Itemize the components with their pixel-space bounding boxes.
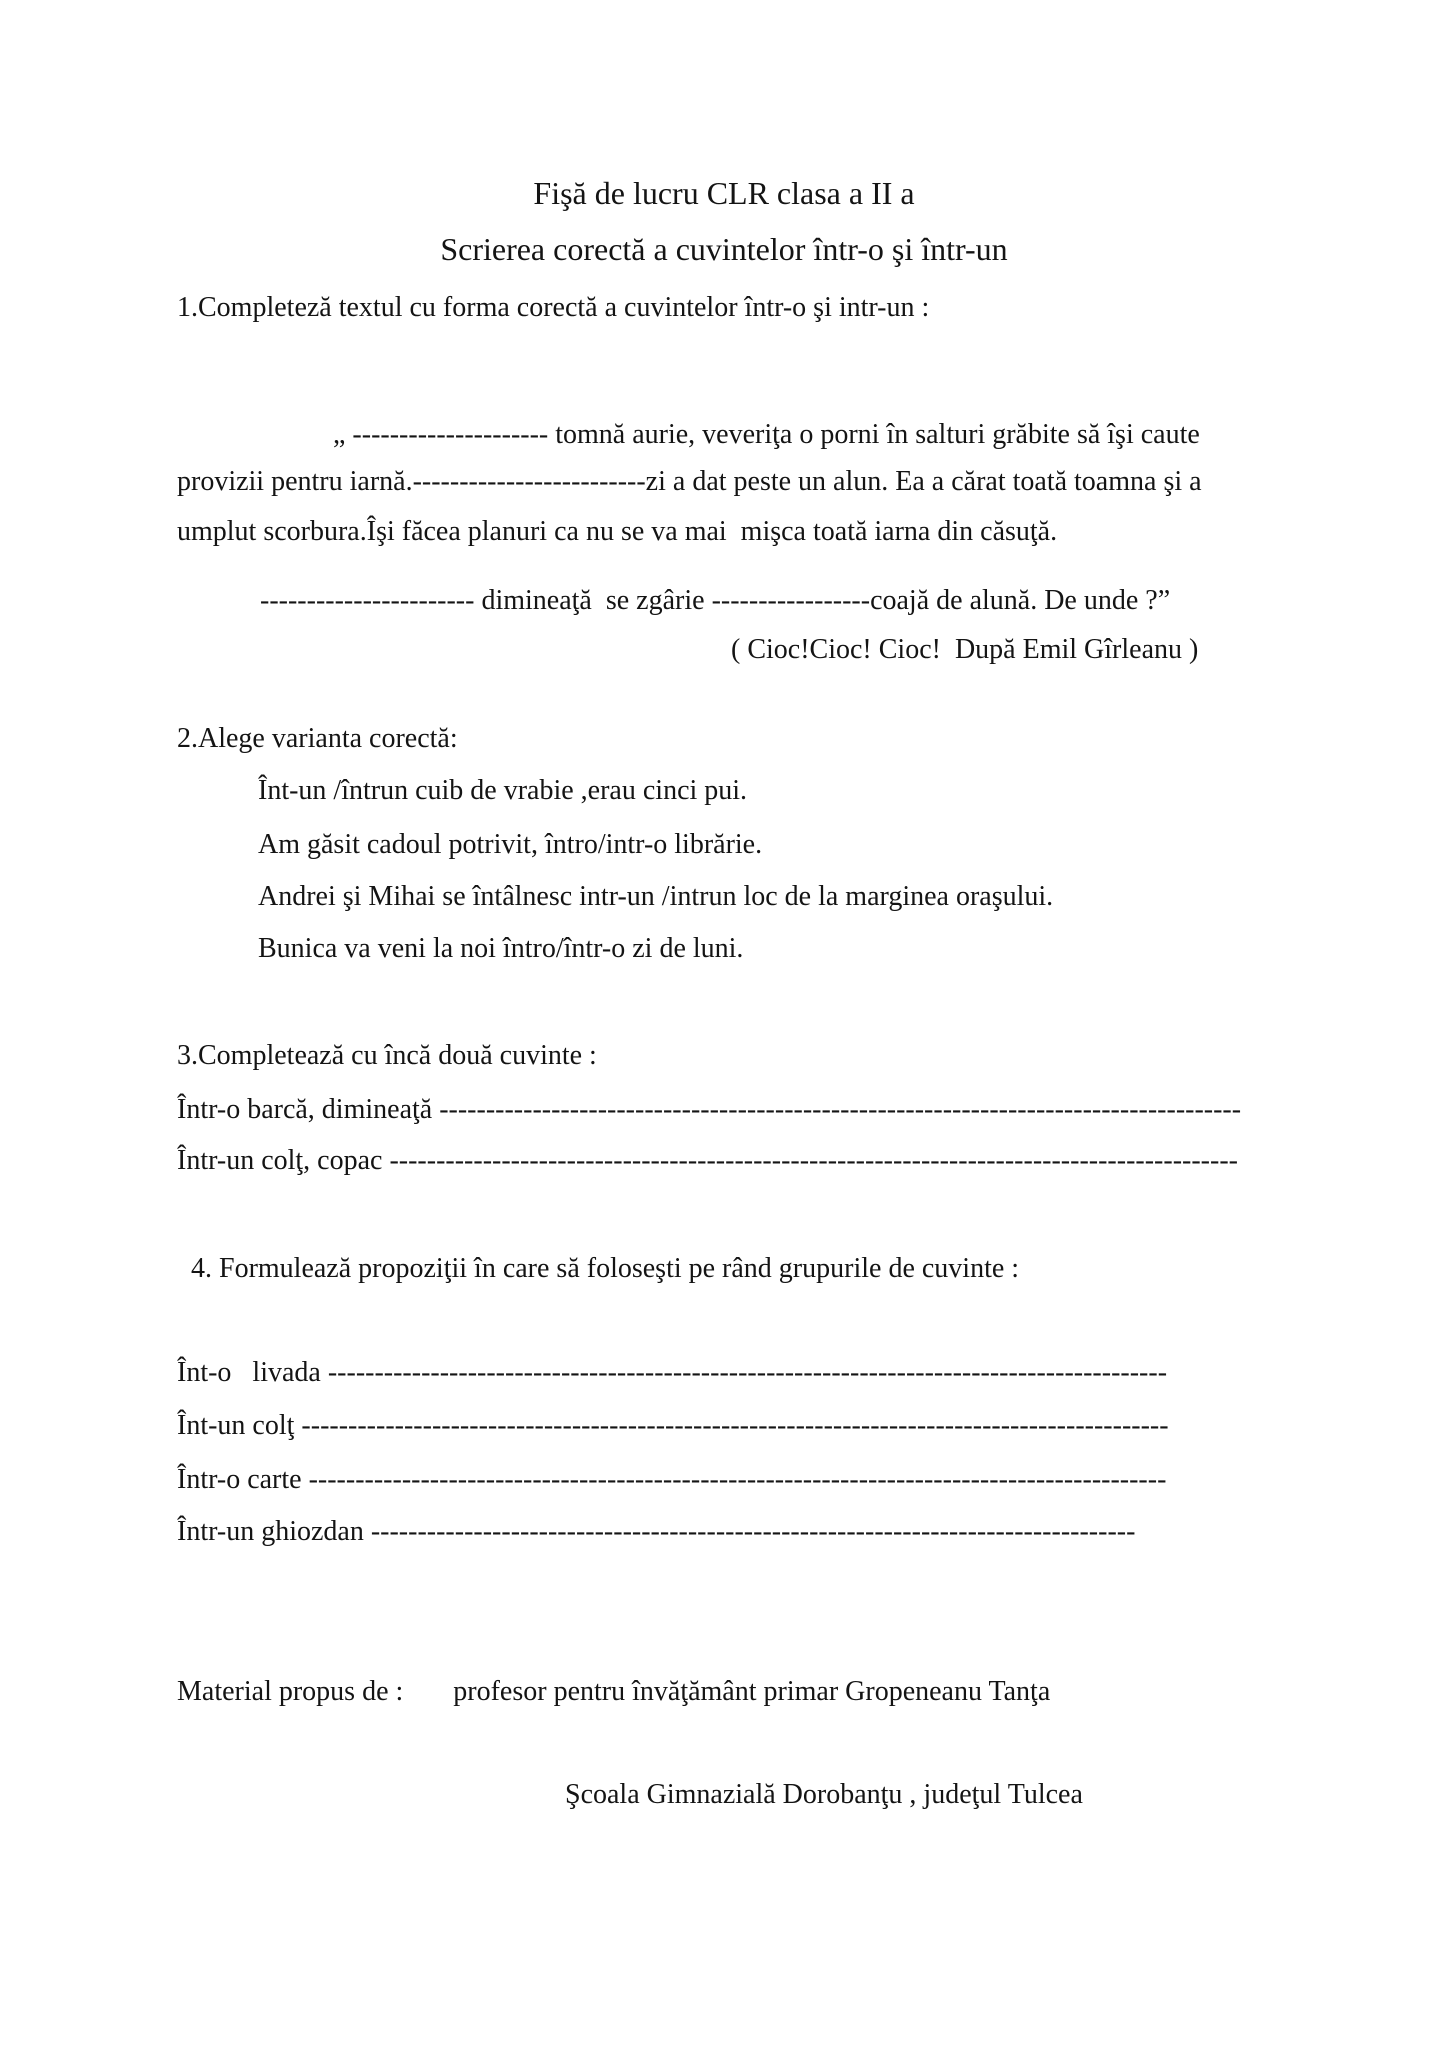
exercise1-source-credit: ( Cioc!Cioc! Cioc! După Emil Gîrleanu ) [731, 634, 1199, 665]
exercise1-text-line-1: „ --------------------- tomnă aurie, veveriţa o porni în salturi grăbite să îşi caute [333, 419, 1200, 450]
footer-credit-line [177, 1675, 1050, 1709]
footer-school-line: Şcoala Gimnazială Dorobanţu , judeţul Tulcea [565, 1779, 1083, 1810]
exercise3-fill-line-1: Într-o barcă, dimineaţă -------------------------------------------------------------------------------------- [177, 1094, 1242, 1125]
exercise1-text-line-4: ----------------------- dimineaţă se zgârie -----------------coajă de alună. De unde ?” [260, 585, 1171, 616]
exercise1-text-line-3: umplut scorbura.Îşi făcea planuri ca nu se va mai mişca toată iarna din căsuţă. [177, 516, 1058, 547]
exercise3-fill-line-2: Într-un colţ, copac ------------------------------------------------------------------------------------------- [177, 1145, 1238, 1176]
exercise2-heading: 2.Alege varianta corectă: [177, 723, 458, 754]
exercise4-fill-line-4: Într-un ghiozdan ---------------------------------------------------------------------------------- [177, 1516, 1136, 1547]
exercise4-fill-line-1: Înt-o livada ------------------------------------------------------------------------------------------ [177, 1357, 1168, 1388]
page-title: Fişă de lucru CLR clasa a II a [533, 175, 915, 211]
footer-author: profesor pentru învăţământ primar Gropeneanu Tanţa [453, 1676, 1051, 1707]
exercise3-heading: 3.Completează cu încă două cuvinte : [177, 1040, 597, 1071]
exercise2-option-2: Am găsit cadoul potrivit, întro/intr-o librărie. [258, 829, 763, 860]
exercise4-fill-line-3: Într-o carte -------------------------------------------------------------------------------------------- [177, 1464, 1167, 1495]
exercise4-fill-line-2: Înt-un colţ --------------------------------------------------------------------------------------------- [177, 1410, 1169, 1441]
exercise1-text-line-2: provizii pentru iarnă.-------------------------zi a dat peste un alun. Ea a cărat toată toamna şi a [177, 466, 1202, 497]
exercise2-option-1: Înt-un /întrun cuib de vrabie ,erau cinci pui. [258, 775, 748, 806]
exercise2-option-4: Bunica va veni la noi întro/într-o zi de luni. [258, 933, 744, 964]
exercise2-option-3: Andrei şi Mihai se întâlnesc intr-un /intrun loc de la marginea oraşului. [258, 881, 1054, 912]
page-subtitle: Scrierea corectă a cuvintelor într-o şi într-un [440, 231, 1008, 267]
exercise4-heading: 4. Formulează propoziţii în care să foloseşti pe rând grupurile de cuvinte : [184, 1253, 1020, 1284]
exercise1-heading: 1.Completeză textul cu forma corectă a cuvintelor într-o şi intr-un : [177, 292, 930, 323]
footer-credit-label: Material propus de : [177, 1676, 404, 1707]
